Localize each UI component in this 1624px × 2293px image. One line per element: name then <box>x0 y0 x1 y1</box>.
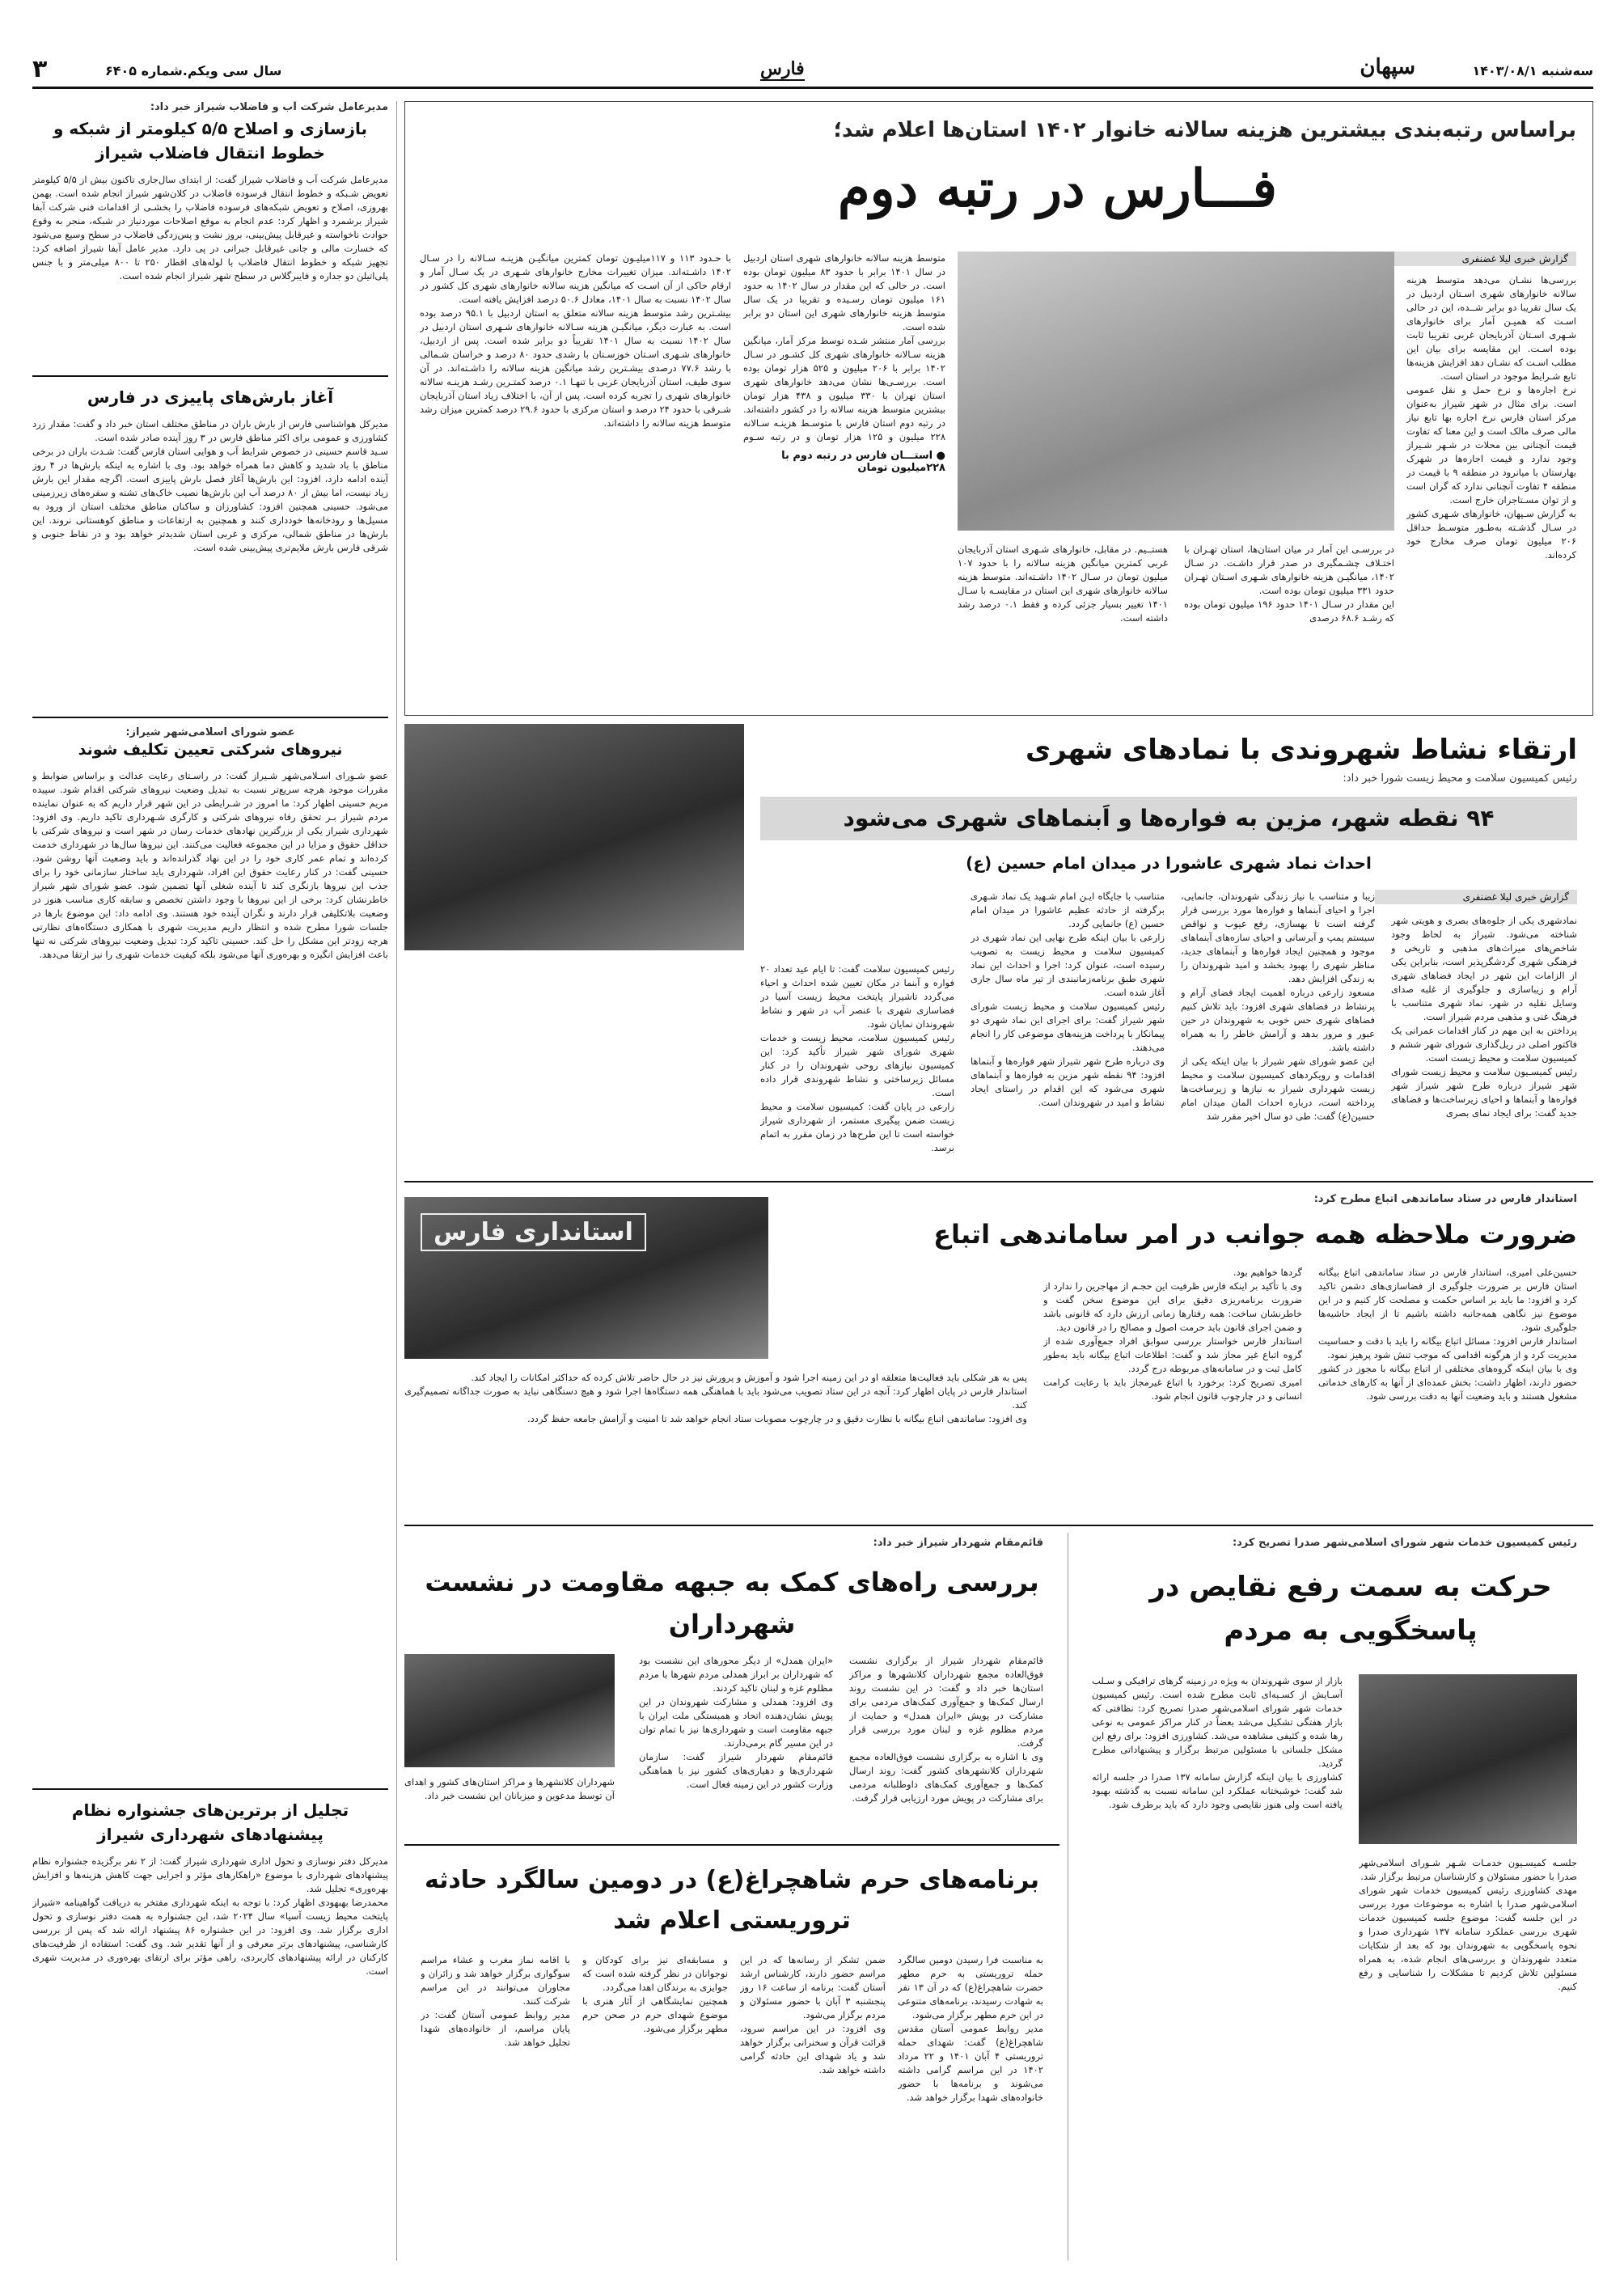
shahcheragh-title: برنامه‌های حرم شاهچراغ(ع) در دومین سالگرد حادثه تروریستی اعلام شد <box>424 1866 1040 1935</box>
lead-kicker: براساس رتبه‌بندی بیشترین هزینه سالانه خانوار ۱۴۰۲ استان‌ها اعلام شد؛ <box>833 118 1576 142</box>
column-separator <box>396 101 397 2261</box>
deputy-mayor-photo <box>404 1654 615 1767</box>
lead-col-1: بررسی‌ها نشـان می‌دهد متوسط هزینه سالانه خانوارهای شهری اسـتان اردبیل در یک سال تقریبا دو برابر شــده، این در حالی اسـت که همیـن آمار برای خانوارهای شـهری اسـتان آذربایجان غربی تقریبا ثابت بوده اسـت. این مقایسه برای بیان این مطلب اسـت که نشـان دهد افزایش هزینه‌ها تابع شـرایط موجود در استان است. نرخ اجاره‌ها و نرخ حمل و نقل عمومی است. برای مثال در شهر شیراز به‌عنوان مرکز استان فارس نرخ اجاره بها تابع نیاز مالی صرف مالک است و این معنا که تفاوت قیمت آنچنانی بین محلات در شـهر شـیراز وجود ندارد و قیمت اجاره‌ها در شهرک بهارستان با میانرود در منطقه ۹ با قیمت در منطقه ۴ تفاوت آنچنانی ندارد که گران است و از توان مسـتاجران خارج است. به گزارش سـپهان، خانوارهای شـهری کشور در سـال گذشـته به‌طـور متوسـط حداقل ۲۰۶ میلیون تومان صرف مخارج خود کرده‌اند. <box>1406 274 1576 561</box>
civic-byline: گزارش خبری لیلا غضنفری <box>1375 890 1577 904</box>
mayors-title: بررسی راه‌های کمک به جبهه مقاومت در نشست شهرداران <box>425 1567 1039 1639</box>
article-rain-body: مدیرکل هواشناسی فارس از بارش باران در مناطق مختلف استان خبر داد و گفت: مقدار زرد کشاورزی و عمومی برای اکثر مناطق فارس در ۳ روز آینده صادر شده است. سـید قاسم حسینی در خصوص شرایط آب و هوایی استان فارس گفت: شـدت باران در برخی مناطق با باد شدید و کاهش دما همراه خواهد بود. وی با اشاره به اینکه بارش‌ها در ۴ روز آینده ادامه دارد، افزود: این بارش‌ها آغاز فصل بارش پاییزی است. اگرچه مقدار این بارش زیاد نیست، اما بیش از ۸۰ درصد آب این بارش‌ها نصیب خاک‌های تشنه و سفره‌های زیرزمینی می‌شود. حسینی همچنین افزود: کشاورزان و ساکنان مناطق مختلف استان از ورود به مسیل‌ها و رودخانه‌ها خودداری کنند و همچنین به ارتفاعات و مناطق کوهستانی نروند. این بارش‌ها در مناطق شمالی، مرکزی و غربی استان شدیدتر خواهد بود و در نقاط جنوبی و شرقی فارس بارش ملایم‌تری پیش‌بینی شده است. <box>32 418 388 553</box>
issue-number: سال سی ویکم.شماره ۶۴۰۵ <box>105 63 282 78</box>
lead-col-3: هستـ‍ـیم. در مقابل، خانوارهای شـهری استان آذربایجان غربی کمترین میانگین هزینه سالانه را با حدود ۱۰۷ میلیون تومان در سـال ۱۴۰۲ داشـته‌اند. متوسط هزینه سالانه خانوارهای شهری این استان در مقایسـه با سـال ۱۴۰۱ تغییر بسیار جزئی کرده و فقط ۰.۱ درصد رشد داشته است. <box>958 544 1168 624</box>
shahcheragh-col-1: به مناسبت فرا رسیدن دومین سالگرد حمله تروریستی به حرم مطهر حضرت شاهچراغ(ع) که در آن ۱۳ نفر به شهادت رسیدند، برنامه‌های متنوعی در این حرم مطهر برگزار می‌شود. مدیر روابط عمومی آستان مقدس شاهچراغ(ع) گفت: شهدای حمله تروریستی ۴ آبان ۱۴۰۱ و ۲۲ مرداد ۱۴۰۲ در این مراسم گرامی داشته می‌شوند و برنامه‌ها با حضور خانواده‌های شهدا برگزار خواهد شد. <box>898 1954 1043 2103</box>
divider <box>404 1844 1059 1846</box>
civic-sub2: احداث نماد شهری عاشورا در میدان امام حسین (ع) <box>966 853 1372 873</box>
sadra-col-1: جلسـه کمیسـیون خدمـات شـهر شـورای اسلامی‌شهر صدرا با حضور مسئولان و کارشناسان مرتبط برگزار شد. مهدی کشاورزی رئیس کمیسیون خدمات شهر شورای اسلامی‌شهر صدرا با اشاره به موضوعات مورد بررسی در این جلسه گفت: موضوع جلسه کمیسیون خدمات شهری بررسی عملکرد سامانه ۱۳۷ شهرداری صدرا و نحوه پاسخگویی به شهروندان بود که بعد از شکایات متعدد شهروندان و بررسی‌های انجام شده، به همراه مسئولین تلاش کردیم تا مشکلات را شناسایی و رفع کنیم. <box>1359 1857 1577 1992</box>
market-photo <box>958 252 1394 531</box>
civic-col-5 <box>404 962 744 1165</box>
lead-col-2: در بررسـی این آمار در میان استان‌ها، استان تهـران با اختـلاف چشـمگیری در صدر قرار داشـت. در سـال ۱۴۰۲، میانگیـن هزینه خانوارهای شـهری اسـتان تهـران حدود ۳۳۱ میلیون تومان بوده است. این مقدار در سـال ۱۴۰۱ حدود ۱۹۶ میلیون تومان بوده که رشـد ۶۸.۶ درصدی <box>1184 544 1394 624</box>
shahcheragh-col-2: ضمن تشکر از رسانه‌ها که در این مراسم حضور دارند، کارشناس ارشد آستان گفت: برنامه از ساعت ۱۶ روز پنجشنبه ۳ آبان با حضور مسئولان و مردم برگزار می‌شود. وی افزود: در این مراسم سرود، قرائت قرآن و سخنرانی برگزار خواهد شد و یاد شهدای این حادثه گرامی داشته خواهد شد. <box>740 1954 886 2075</box>
article-water-body: مدیرعامل شرکت آب و فاضلاب شیراز گفت: از ابتدای سال‌جاری تاکنون بیش از ۵/۵ کیلومتر تعویض شـبکه و خطوط انتقال فرسوده فاضلاب در کلان‌شهر شیراز انجام شده است. بهمن بهروزی، اصلاح و تعویض شبکه‌های فرسوده فاضلاب را بخشـی از اقدامات فنی شرکت آبفا شیراز برشمرد و اظهار کرد: عدم انجام به موقع اصلاحات موردنیاز در شبکه، منجر به وقوع حوادث ناخواسته و غیرقابل پیش‌بینی، بروز نشت و پس‌زدگی فاضلاب در سطح وسیع می‌شود که خسارت مالی و جانی غیرقابل جبرانی در پی دارد. مدیر عامل آبفا شیراز اضافه کرد: تجهیز شبکه و خطوط انتقال فاضلاب با لوله‌های اقطار ۲۵۰ تا ۸۰۰ میلی‌متر و با جنس پلی‌اتیلن دو جداره و فایبرگلاس در سطح شهر شیراز انجام شده است. <box>32 174 388 281</box>
divider <box>404 1525 1593 1526</box>
ostandari-col-1: حسین‌علی امیری، استاندار فارس در ستاد ساماندهی اتباع بیگانه استان فارس بر ضرورت جلوگیری از فضاسازی‌های دشمن تاکید کرد و افزود: ما باید بر اساس حکمت و مصلحت کار کنیم و در این موضوع نیز نگاهی همه‌جانبه داشته باشیم تا از ایجاد حاشیه‌ها جلوگیری شود. استاندار فارس افزود: مسائل اتباع بیگانه را باید با دقت و حساسیت مدیریت کرد و از هرگونه اقدامی که موجب تنش شود پرهیز نمود. وی با بیان اینکه گروه‌های مختلفی از اتباع بیگانه با مجوز در کشور حضور دارند، اظهار داشت: بخش عمده‌ای از آنها به کارهای خدماتی مشغول هستند و باید وضعیت آنها به دقت بررسی شود. <box>1318 1267 1577 1402</box>
newspaper-logo: سپهان <box>1360 55 1415 79</box>
mayors-article <box>404 1533 1059 1840</box>
sadra-hat: رئیس کمیسیون خدمات شهر شورای اسلامی‌شهر صدرا تصریح کرد: <box>1232 1537 1577 1549</box>
lead-byline: گزارش خبری لیلا غضنفری <box>1390 252 1576 266</box>
sadra-official-photo <box>1359 1674 1577 1844</box>
council-member-photo <box>404 724 744 950</box>
ostandari-title: ضرورت ملاحظه همه جوانب در امر ساماندهی اتباع <box>933 1219 1577 1250</box>
sadra-col-2: بازار از سوی شهروندان به ویژه در زمینه گرهای ترافیکی و سـلب آسـایش از کسـبه‌ای ثابت مطرح شده است. رئیس کمیسیون خدمات شهر شورای اسلامی‌شهر صدرا تصریح کرد: نظافتی که بازار هفتگی تشکیل می‌شد بعضاً در کنار مراکز عمومی به نوعی رها شده و کثیفی مشاهده می‌شد. کشاورزی افزود: برای رفع این مشکل جلساتی با مسئولین مرتبط برگزار و پیشنهاداتی مطرح گردید. کشاورزی با بیان اینکه گزارش سامانه ۱۳۷ صدرا در جلسه ارائه شد گفت: خوشبختانه عملکرد این سامانه نسبت به گذشته بهبود یافته است ولی هنوز نقایصی وجود دارد که باید برطرف شود. <box>1092 1675 1343 1810</box>
article-festival-body: مدیرکل دفتر نوسازی و تحول اداری شهرداری شیراز گفت: از ۲ نفر برگزیده جشنواره نظام پیشنهادهای شهرداری با موضوع «راهکارهای مؤثر و اجرایی جهت کاهش هزینه‌ها و افزایش بهره‌وری» تجلیل شد. محمدرضا بهبهودی اظهار کرد: با توجه به اینکه شهرداری مفتخر به دریافت گواهینامه «شیراز پایتخت محیط زیست آسیا» سال ۲۰۲۴ شد، این جشنواره به همت دفتر نوسازی و تحول اداری برگزار شد. وی افزود: در این جشنواره ۸۶ پیشنهاد ارائه شد که پس از بررسی کارشناسی، پیشنهادهای برتر معرفی و از آنها تقدیر شد. وی گفت: استفاده از ظرفیت‌های کارکنان در ارائه پیشنهادهای کاربردی، راهی مؤثر برای ارتقای بهره‌وری در مدیریت شهری است. <box>32 1855 388 1977</box>
civic-col-1: نمادشهری یکی از جلوه‌های بصری و هویتی شهر شناخته می‌شود. شیراز به لحاظ وجود شاخص‌های میراث‌های مذهبی و تاریخی و فرهنگی شهری گردشگرپذیر است، بنابراین یکی از الزامات این شهر در ایجاد فضاهای شهری آرام و زیباسازی و جلوگیری از غلبه صدای وسایل نقلیه در شهر، نماد شهری متناسب با فرهنگ غنی و مذهبی مردم شیراز است. پرداختن به این مهم در کنار اقدامات عمرانی یک فاکتور اصلی در ریل‌گذاری شورای شهر ششم و کمیسیون سلامت و محیط زیست است. رئیس کمیسـیون سلامت و محیط زیست شورای شهر شیراز درباره طرح شهر شیراز شهر فواره‌ها و آبنماها و احیای زیرساخت‌ها و فضاهای جدید گفت: برای ایجاد نمای بصری <box>1391 915 1577 1119</box>
lead-subhead: ● استـــان فارس در رتبه دوم با ۲۲۸میلیون تومان <box>781 450 945 474</box>
sadra-title: حرکت به سمت رفع نقایص در پاسخگویی به مردم <box>1149 1571 1552 1647</box>
mayors-caption: شهرداران کلانشهرها و مراکز استان‌های کشور و اهدای آن توسط مدعوین و میزبانان این نشست خبر داد. <box>404 1776 615 1801</box>
civic-article <box>404 724 1593 1177</box>
page-number: ۳ <box>32 55 48 83</box>
lead-title: فـــارس در رتبه دوم <box>838 159 1277 219</box>
article-festival-title: تجلیل از برترین‌های جشنواره نظام پیشنهادهای شهرداری شیراز <box>71 1800 349 1844</box>
lead-col-5: با حـدود ۱۱۳ و ۱۱۷میلیـون تومان کمترین میانگیـن هزینـه سـالانه را در سـال ۱۴۰۲ داشـته‌اند. میزان تغییرات مخارج خانوارهای شـهری در یک سـال آمار و ارقام حاکی از آن اسـت که میانگین هزینه سالانه خانوارهای شهری کل کشور در سال ۱۴۰۲ نسبت به سال ۱۴۰۱، معادل ۵۰.۶ درصد افزایش یافته است. بیشـترین رشد متوسط هزینه سالانه متعلق به استان اردبیل با ۹۵.۱ درصد بوده است. به عبارت دیگر، میانگیـن هزینه سـالانه خانوارهای شـهری استان اردبیل در سال ۱۴۰۲ نسبت به سال ۱۴۰۱ تقریباً دو برابر شده است. پس از اردبیل، خانوارهای شـهری اسـتان خوزسـتان با رشدی حدود ۸۰ درصد و خراسان شـمالی با رشد ۷۷.۶ درصدی بیشـترین رشد میانگین هزینه سالانه را داشـته‌اند. در آن سوی طیف، استان آذربایجان غربی با تنهـا ۰.۱ درصد کمتـرین رشـد هزینـه سالانه خانوارهای شهری را تجربه کرده است. پس از آن، با اختلاف زیاد استان آذربایجان شـرقی با حدود ۲۴ درصد و استان مرکزی با حدود ۲۹.۶ درصد کمترین میزان رشد متوسط هزینه سالانه را داشته‌اند. <box>420 252 731 429</box>
civic-subtitle-bar <box>760 797 1577 840</box>
article-staff-body: عضو شـورای اسـلامی‌شهر شـیراز گفت: در راسـتای رعایت عدالت و براساس ضوابط و مقررات موجود هرچه سریع‌تر نسبت به تبدیل وضعیت نیروهای شرکتی اقدام شود. سپیده مریم حسینی اظهار کرد: ما امروز در شـرایطی در این شهر قرار داریم که به عنوان نماینده مردم شیراز بـر تحقق رفاه نیروهای شرکتی و کارگری شـهرداری تاکید داریم. وی افزود: شهرداری شیراز یکی از بزرگترین نهادهای خدمات رسان در شهر است و نیروهای شرکتی با حداقل حقوق و مزایا در این مجموعه فعالیت می‌کنند. این نیروها سال‌ها در شهرداری خدمت کرده‌اند و تمام عمر کاری خود را در این نهاد گذرانده‌اند و باید وضعیت آنها روشن شود. حسینی گفت: در کنار رعایت حقوق این افراد، شهرداری باید ساختار سازمانی خود را برای جذب این نیروها بازنگری کند تا آینده شغلی آنها تضمین شود. عضو شورای شهر شیراز خاطرنشان کرد: برخی از این نیروها با وجود داشتن تخصص و سابقه کاری مناسب هنوز در وضعیت بلاتکلیفی قرار دارند و نگران آینده خود هستند. وی ادامه داد: این موضوع بارها در جلسات شورا مطرح شده و انتظار داریم مدیریت شهری با همکاری دستگاه‌های نظارتی هرچه زودتر این مشکل را حل کند. حسینی تاکید کرد: تبدیل وضعیت نیروهای شرکتی نه تنها باعث افزایش انگیزه و بهره‌وری آنها می‌شود بلکه کیفیت خدمات شهری را نیز ارتقا می‌دهد. <box>32 770 388 960</box>
article-water-hat: مدیرعامل شرکت آب و فاضلاب شیراز خبر داد: <box>150 101 388 113</box>
ostandari-photo-text: استانداری فارس <box>421 1213 646 1251</box>
mayors-col-2: «ایران همدل» از دیگر محورهای این نشست بود که شهرداران بر ابراز همدلی مردم شهرها با مردم مظلوم غزه و لبنان تاکید کردند. وی افزود: همدلی و مشارکت شهروندان در این پویش نشان‌دهنده اتحاد و همبستگی ملت ایران با جبهه مقاومت است و شهرداری‌ها نیز با تمام توان در این مسیر گام برمی‌دارند. قائم‌مقام شهردار شیراز گفت: سازمان شهرداری‌ها و دهیاری‌های کشور نیز با هماهنگی وزارت کشور در این زمینه فعال است. <box>639 1655 833 1790</box>
ostandari-photo <box>404 1197 768 1359</box>
page-header <box>32 57 1593 89</box>
article-rain-title: آغاز بارش‌های پاییزی در فارس <box>87 387 334 407</box>
civic-col-3: متناسب با جایگاه ایـن امام شـهید یک نماد شـهری برگرفته از حادثه عظیم عاشورا در میدان امام حسین (ع) جانمایی گردد. زارعی با بیان اینکه طرح نهایی این نماد شهری در کمیسیون سلامت و محیط زیست به تصویب رسیده است، عنوان کرد: اجرا و احداث این نماد شهری طبق برنامه‌زمانبندی از تیر ماه سال جاری آغاز شده است. رئیس کمیسیون سلامت و محیط زیست شورای شهر شیراز گفت: برای اجرای این نماد شهری دو پیمانکار با پرداخت هزینه‌های موضوعی کار را انجام می‌دهند. وی درباره طرح شهر شیراز شهر فواره‌ها و آبنماها افزود: ۹۴ نقطه شهر مزین به فواره‌ها و آبنماهای شهری می‌شود که این اقدام در راستای ایجاد نشاط و امید در شهروندان است. <box>971 891 1165 1108</box>
shahcheragh-article <box>404 1852 1059 2261</box>
civic-col-4: رئیس کمیسیون سلامت گفت: تا ایام عید تعداد ۲۰ فواره و آبنما در مکان تعیین شده احداث و احیاء می‌گردد تاشیراز پایتخت محیط زیست آسیا در فضاسازی شهری با عنصر آب در شهر و نشاط شهروندان نمایان شود. رئیس کمیسیون سلامت، محیط زیست و خدمات شهری شورای شهر شیراز تأکید کرد: این کمیسیون نیازهای روحی شهروندان را در کنار مسائل زیرساختی و نشاط شهروندی قرار داده است. زارعی در پایان گفت: کمیسیون سلامت و محیط زیست ضمن پیگیری مستمر، از شهرداری شیراز خواسته است تا این طرح‌ها در زمان مقرر به اتمام برسد. <box>760 963 954 1153</box>
shahcheragh-col-4: با اقامه نماز مغرب و عشاء مراسم سوگواری برگزار خواهد شد و زائران و مجاوران می‌توانند در این مراسم شرکت کنند. مدیر روابط عمومی آستان گفت: در پایان مراسم، از خانواده‌های شهدا تجلیل خواهد شد. <box>421 1954 570 2048</box>
ostandari-col-3: پس به هر شکلی باید فعالیت‌ها متعلقه او در این زمینه اجرا شود و آموزش و پرورش نیز در حال حاضر تلاش کرده که حداکثر امکانات را ایجاد کند. استاندار فارس در پایان اظهار کرد: آنچه در این ستاد تصویب می‌شود باید با هماهنگی همه دستگاه‌ها اجرا شود و هیچ دستگاهی نباید به صورت جداگانه تصمیم‌گیری کند. وی افزود: ساماندهی اتباع بیگانه با نظارت دقیق و در چارچوب مصوبات ستاد انجام خواهد شد تا امنیت و آرامش جامعه حفظ گردد. <box>404 1372 1027 1424</box>
divider <box>32 717 388 718</box>
shahcheragh-col-3: و مسابقه‌ای نیز برای کودکان و نوجوانان در نظر گرفته شده است که جوایزی به برندگان اهدا می‌گردد. همچنین نمایشگاهی از آثار هنری با موضوع شهدای حرم در صحن حرم مطهر برگزار می‌شود. <box>582 1954 728 2034</box>
ostandari-hat: استاندار فارس در ستاد ساماندهی اتباع مطرح کرد: <box>1313 1193 1577 1205</box>
article-staff-hat: عضو شورای اسلامی‌شهر شیراز: <box>125 726 295 738</box>
left-column <box>32 101 388 2261</box>
mayors-col-1: قائم‌مقام شهردار شیراز از برگزاری نشست فوق‌العاده مجمع شهرداران کلانشهرها و مراکز استان‌ها خبر داد و گفت: در این نشست روند ارسال کمک‌ها و جمع‌آوری کمک‌های مردمی برای مشارکت در پویش «ایران همدل» و حمایت از مردم مظلوم غزه و لبنان مورد بررسی قرار گرفت. وی با اشاره به برگزاری نشست فوق‌العاده مجمع شهرداران کلانشهرهای کشور گفت: روند ارسال کمک‌ها و جمع‌آوری کمک‌های داوطلبانه مردمی برای مشارکت در پویش مورد ارزیابی قرار گرفت. <box>849 1655 1043 1804</box>
lead-col-4b <box>743 482 945 700</box>
section-name: فارس <box>760 58 805 79</box>
article-water-title: بازسازی و اصلاح ۵/۵ کیلومتر از شبکه و خطوط انتقال فاضلاب شیراز <box>53 119 368 163</box>
civic-subtitle: ۹۴ نقطه شهر، مزین به فواره‌ها و اَبنماهای شهری می‌شود <box>843 805 1495 831</box>
lead-story <box>404 101 1593 716</box>
civic-hat: رئیس کمیسیون سلامت و محیط زیست شورا خبر داد: <box>1343 772 1577 785</box>
date: سه‌شنبه ۱۴۰۳/۰۸/۱ <box>1472 63 1593 78</box>
article-staff-title: نیروهای شرکتی تعیین تکلیف شوند <box>78 741 343 759</box>
mayors-hat: قائم‌مقام شهردار شیراز خبر داد: <box>873 1537 1043 1549</box>
divider <box>32 375 388 377</box>
divider <box>404 1181 1593 1182</box>
ostandari-article <box>404 1189 1593 1521</box>
divider <box>32 1788 388 1790</box>
civic-col-2: زیبا و متناسب با نیاز زندگی شهروندان، جانمایی، اجرا و احیای آبنماها و فواره‌ها مورد بررسی قرار گرفته است تا بهسازی، رفع عیوب و نواقص سیستم پمپ و آبرسانی و احیای سازه‌های آبنماهای موجود و همچنین ایجاد فواره‌ها و آبنماهای جدید، مناظر شهری را بهبود بخشد و امید شهروندان را به زندگی افزایش دهد. مسعود زارعی درباره اهمیت ایجاد فضای آرام و پرنشاط در فضاهای شهری افزود: باید تلاش کنیم فضاهای شهری حس خوبی به شهروندان در حین عبور و مرور بدهد و آرامش خاطر را به همراه داشته باشد. این عضو شورای شهر شیراز با بیان اینکه یکی از اقدامات و رویکردهای کمیسیون سلامت و محیط زیست شهرداری شیراز به نیازها و زیرساخت‌ها پرداخته است، درباره احداث المان میدان امام حسین(ع) گفت: طی دو سال اخیر مقرر شد <box>1181 891 1375 1122</box>
sadra-article <box>1076 1533 1593 2261</box>
civic-title: ارتقاء نشاط شهروندی با نمادهای شهری <box>1026 734 1577 766</box>
lead-col-4: متوسط هزینه سالانه خانوارهای شهری استان اردبیل در سال ۱۴۰۱ برابر با حدود ۸۳ میلیون تومان بوده است. در حالی که این مقدار در سال ۱۴۰۲ به حدود ۱۶۱ میلیون تومان رسـیده و تقریبا در یک سال متوسط هزینه خانوارهای شهری این استان دو برابر شده است. بررسی آمار منتشر شـده توسط مرکز آمار، میانگین هزینه سـالانه خانوارهای شهری کل کشـور در سـال ۱۴۰۲ برابر با ۲۰۶ میلیون و ۵۲۵ هزار تومان بوده است. بررسـی‌ها نشان می‌دهد خانوارهای شهری استان تهران با ۳۳۰ میلیون و ۴۳۸ هزار تومان بیشترین متوسط هزینه سالانه را در کشور داشته‌اند. در رتبه دوم استان فارس با متوسـط هزینـه سـالانه ۲۲۸ میلیون و ۱۲۵ هزار تومان و در رتبه سـوم <box>743 252 945 442</box>
ostandari-col-2: گردها خواهیم بود. وی با تأکید بر اینکه فارس ظرفیت این حجـم از مهاجرین را ندارد از ضرورت برنامه‌ریزی دقیق برای این موضوع سخن گفت و خاطرنشان ساخت: همه رفتارها زمانی ارزش دارد که قانونی باشد و ضمن اجرای قانون باید حرمت اصول و مصالح را در قانون دید. استاندار فارس خواستار بررسی سوابق افراد جمع‌آوری شده از گروه اتباع غیر مجاز شد و گفت: اطلاعات اتباع بیگانه باید به‌طور کامل ثبت و در سامانه‌های مربوطه درج گردد. امیری تصریح کرد: برخورد با اتباع غیرمجاز باید با رعایت کرامت انسانی و در چارچوب قانون انجام شود. <box>1043 1267 1302 1402</box>
